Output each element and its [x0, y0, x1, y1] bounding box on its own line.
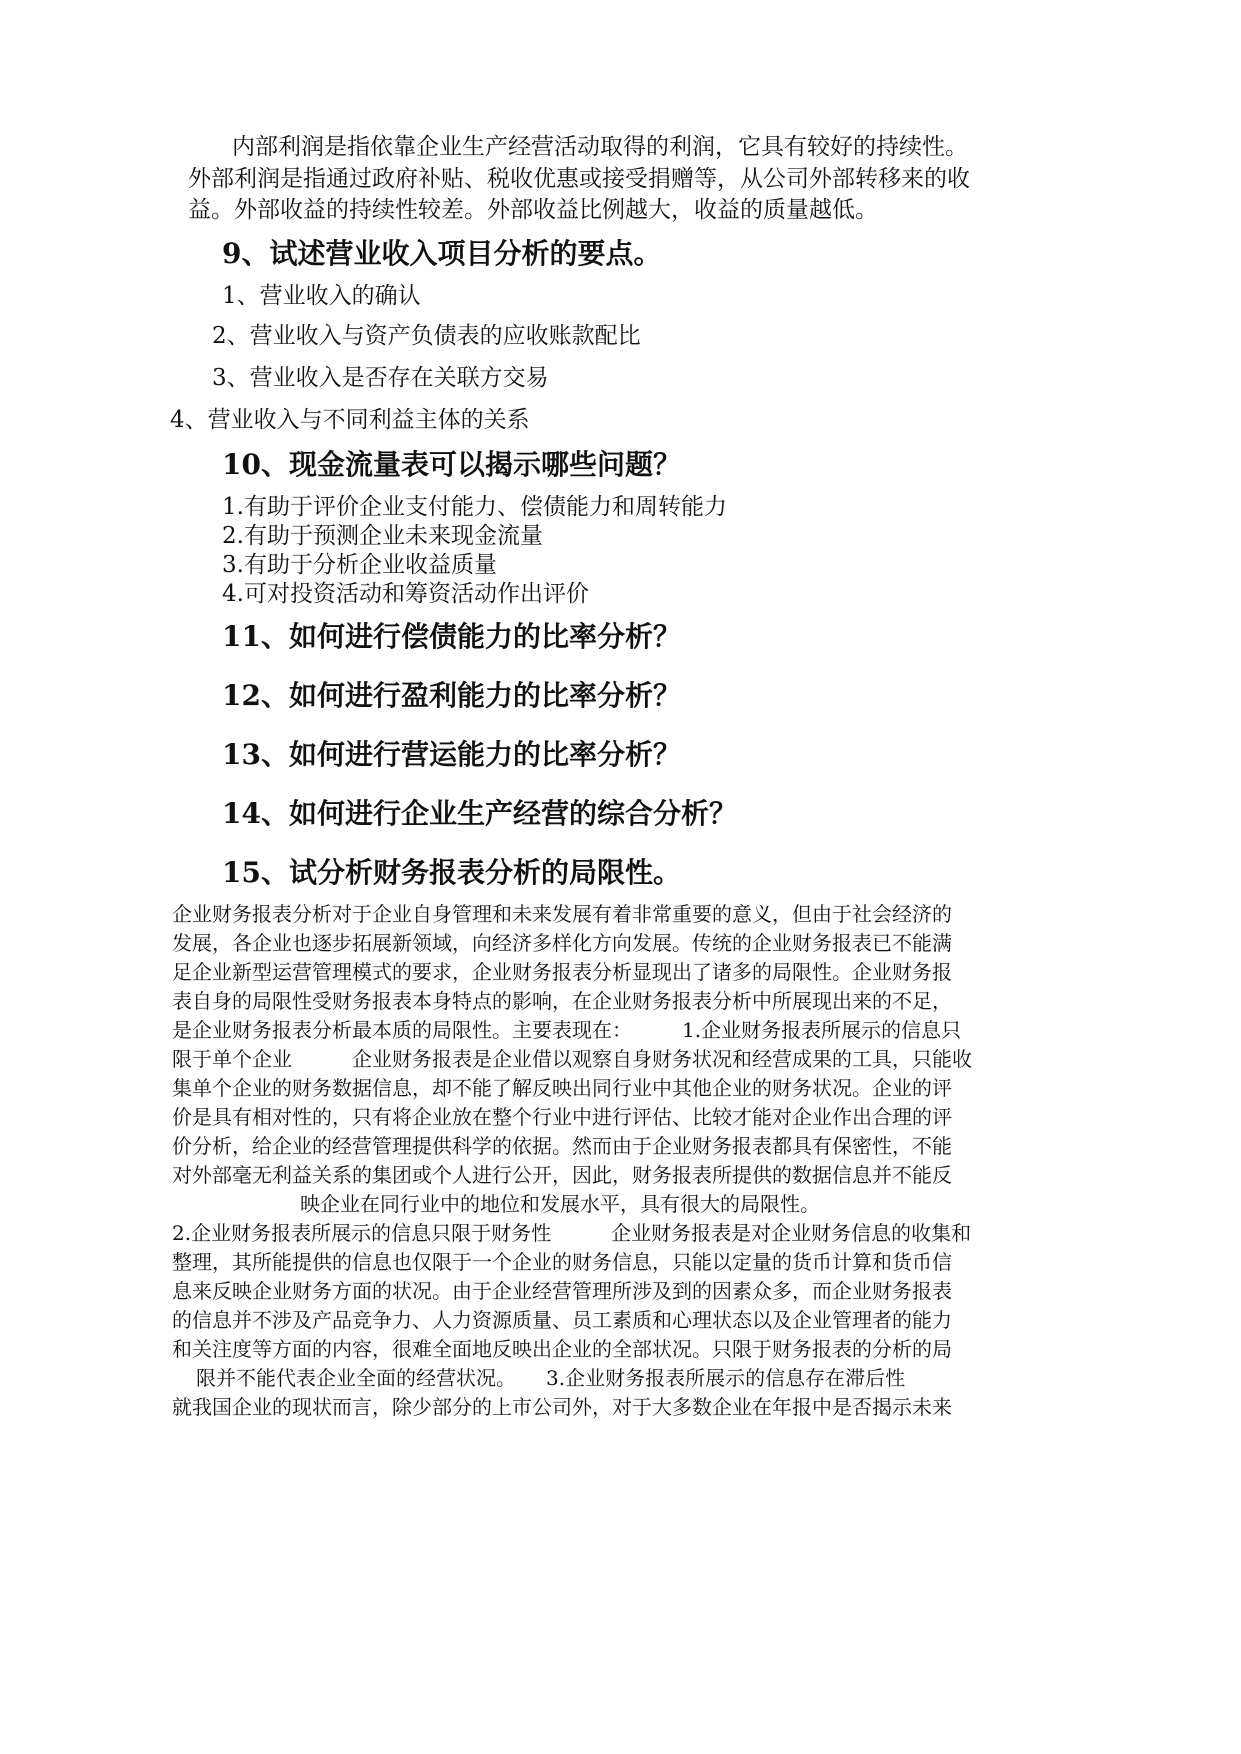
q12-heading: 12、如何进行盈利能力的比率分析？ — [222, 679, 681, 712]
q15-line-11: 映企业在同行业中的地位和发展水平，具有很大的局限性。 — [300, 1192, 820, 1216]
intro-line-3: 益。外部收益的持续性较差。外部收益比例越大，收益的质量越低。 — [188, 197, 878, 223]
q9-heading: 9、试述营业收入项目分析的要点。 — [222, 237, 662, 270]
q9-item-4: 4、营业收入与不同利益主体的关系 — [170, 407, 530, 433]
q10-item-2: 2.有助于预测企业未来现金流量 — [222, 523, 543, 549]
q13-heading: 13、如何进行营运能力的比率分析？ — [222, 738, 681, 771]
q14-heading: 14、如何进行企业生产经营的综合分析？ — [222, 797, 737, 830]
q15-line-13: 整理，其所能提供的信息也仅限于一个企业的财务信息，只能以定量的货币计算和货币信 — [172, 1250, 952, 1274]
q15-line-12: 2.企业财务报表所展示的信息只限于财务性 企业财务报表是对企业财务信息的收集和 — [172, 1221, 972, 1245]
intro-line-2: 外部利润是指通过政府补贴、税收优惠或接受捐赠等，从公司外部转移来的收 — [188, 166, 970, 192]
q10-item-1: 1.有助于评价企业支付能力、偿债能力和周转能力 — [222, 494, 727, 520]
q15-line-2: 发展，各企业也逐步拓展新领域，向经济多样化方向发展。传统的企业财务报表已不能满 — [172, 931, 952, 955]
q15-line-17: 限并不能代表企业全面的经营状况。 3.企业财务报表所展示的信息存在滞后性 — [196, 1366, 906, 1390]
q10-item-3: 3.有助于分析企业收益质量 — [222, 552, 497, 578]
q10-item-4: 4.可对投资活动和筹资活动作出评价 — [222, 581, 589, 607]
q15-line-1: 企业财务报表分析对于企业自身管理和未来发展有着非常重要的意义，但由于社会经济的 — [172, 902, 952, 926]
q11-heading: 11、如何进行偿债能力的比率分析？ — [222, 620, 681, 653]
q9-item-1: 1、营业收入的确认 — [222, 283, 421, 309]
q15-line-15: 的信息并不涉及产品竞争力、人力资源质量、员工素质和心理状态以及企业管理者的能力 — [172, 1308, 952, 1332]
intro-line-1: 内部利润是指依靠企业生产经营活动取得的利润，它具有较好的持续性。 — [232, 134, 968, 160]
q15-line-3: 足企业新型运营管理模式的要求，企业财务报表分析显现出了诸多的局限性。企业财务报 — [172, 960, 952, 984]
q15-line-6: 限于单个企业 企业财务报表是企业借以观察自身财务状况和经营成果的工具，只能收 — [172, 1047, 972, 1071]
q15-line-18: 就我国企业的现状而言，除少部分的上市公司外，对于大多数企业在年报中是否揭示未来 — [172, 1395, 952, 1419]
q15-line-14: 息来反映企业财务方面的状况。由于企业经营管理所涉及到的因素众多，而企业财务报表 — [172, 1279, 952, 1303]
q15-line-4: 表自身的局限性受财务报表本身特点的影响，在企业财务报表分析中所展现出来的不足， — [172, 989, 952, 1013]
q15-line-7: 集单个企业的财务数据信息，却不能了解反映出同行业中其他企业的财务状况。企业的评 — [172, 1076, 952, 1100]
q15-line-10: 对外部毫无利益关系的集团或个人进行公开，因此，财务报表所提供的数据信息并不能反 — [172, 1163, 952, 1187]
q15-line-16: 和关注度等方面的内容，很难全面地反映出企业的全部状况。只限于财务报表的分析的局 — [172, 1337, 952, 1361]
q9-item-3: 3、营业收入是否存在关联方交易 — [212, 365, 549, 391]
q15-line-5: 是企业财务报表分析最本质的局限性。主要表现在： 1.企业财务报表所展示的信息只 — [172, 1018, 962, 1042]
q10-heading: 10、现金流量表可以揭示哪些问题？ — [222, 448, 681, 481]
q15-heading: 15、试分析财务报表分析的局限性。 — [222, 856, 681, 889]
q15-line-9: 价分析，给企业的经营管理提供科学的依据。然而由于企业财务报表都具有保密性，不能 — [172, 1134, 952, 1158]
q9-item-2: 2、营业收入与资产负债表的应收账款配比 — [212, 323, 641, 349]
q15-line-8: 价是具有相对性的，只有将企业放在整个行业中进行评估、比较才能对企业作出合理的评 — [172, 1105, 952, 1129]
